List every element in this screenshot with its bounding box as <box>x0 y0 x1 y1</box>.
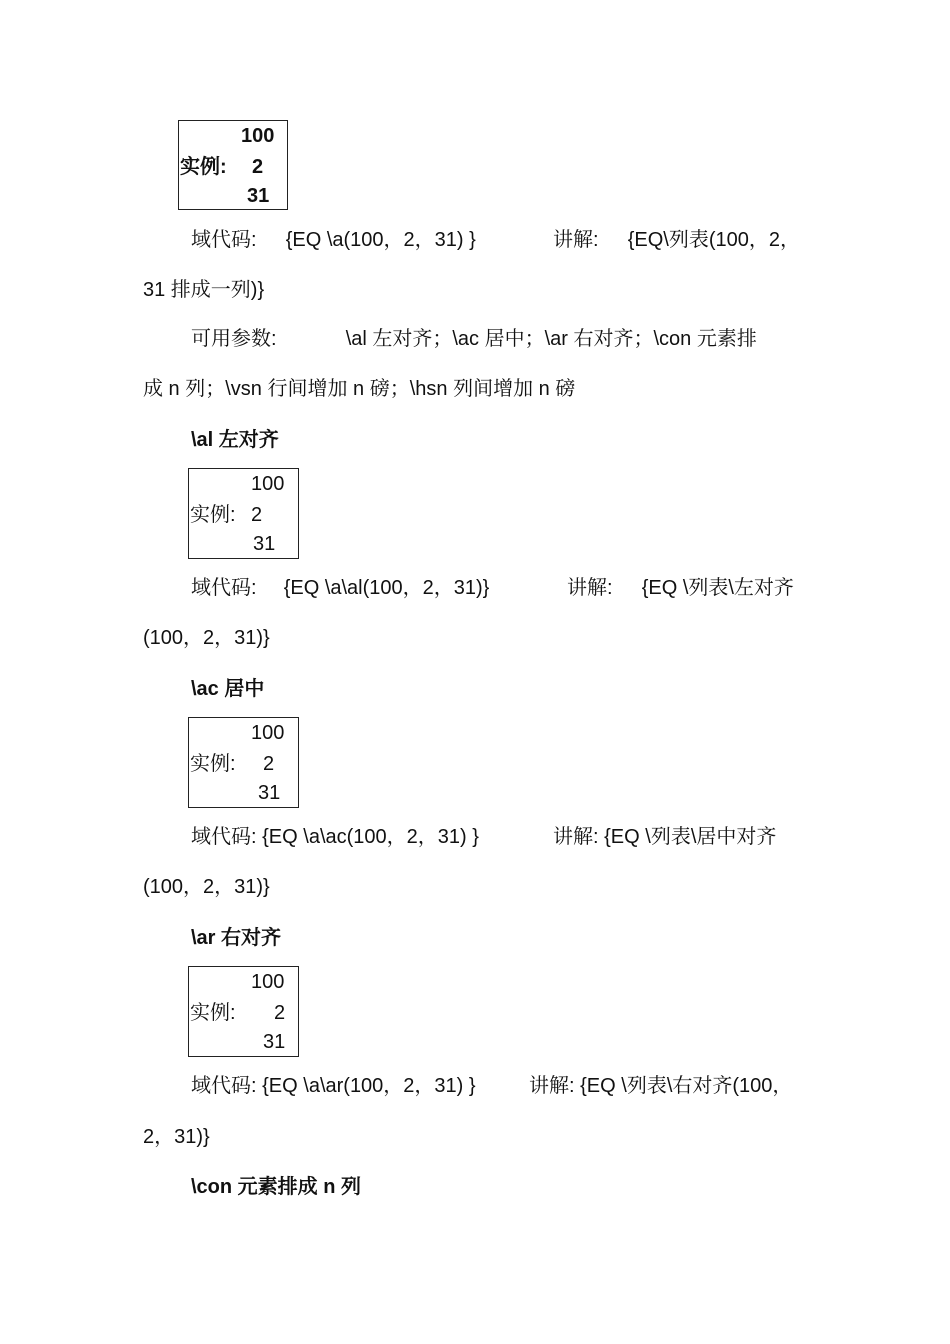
section-heading-ar: \ar 右对齐 <box>191 927 282 949</box>
code-label: 域代码: <box>191 1075 257 1097</box>
example-value-mid: 2 <box>251 504 263 526</box>
params-text: \al 左对齐；\ac 居中；\ar 右对齐；\con 元素排 <box>345 328 757 350</box>
example-value-mid: 2 <box>263 753 275 775</box>
example-value-mid: 2 <box>274 1002 286 1024</box>
section-heading-ac: \ac 居中 <box>191 678 265 700</box>
code-label: 域代码: <box>191 229 257 251</box>
section-heading-al: \al 左对齐 <box>191 429 279 451</box>
example-box-ac <box>188 717 299 808</box>
example-value-bottom: 31 <box>258 782 281 804</box>
field-code-line <box>191 824 479 850</box>
explain-text: {EQ \列表\右对齐(100， <box>580 1075 793 1097</box>
code-text: {EQ \a\al(100，2，31)} <box>283 577 490 599</box>
example-value-top: 100 <box>251 722 285 744</box>
explain-line-continued: (100，2，31)} <box>143 876 270 898</box>
code-label: 域代码: <box>191 577 257 599</box>
explain-label: 讲解: <box>529 1075 575 1097</box>
example-value-bottom: 31 <box>263 1031 286 1053</box>
field-code-line <box>191 575 489 601</box>
field-code-line <box>191 1073 476 1099</box>
example-box-ar <box>188 966 299 1057</box>
example-value-top: 100 <box>251 971 285 993</box>
field-code-line <box>191 227 476 253</box>
params-line-continued: 成 n 列；\vsn 行间增加 n 磅；\hsn 列间增加 n 磅 <box>143 378 576 400</box>
code-text: {EQ \a\ac(100，2，31) } <box>262 826 479 848</box>
example-label: 实例: <box>190 753 236 775</box>
example-value-mid: 2 <box>252 156 264 178</box>
example-label: 实例: <box>190 1002 236 1024</box>
code-text: {EQ \a(100，2，31) } <box>285 229 476 251</box>
explain-label: 讲解: <box>553 826 599 848</box>
explain-line-continued: 2，31)} <box>143 1126 210 1148</box>
explain-line <box>553 227 800 253</box>
example-value-top: 100 <box>241 125 275 147</box>
params-label: 可用参数: <box>191 328 277 350</box>
explain-text: {EQ \列表\居中对齐 <box>604 826 777 848</box>
explain-label: 讲解: <box>553 229 599 251</box>
example-box-al <box>188 468 299 559</box>
example-label: 实例: <box>190 504 236 526</box>
explain-line <box>529 1073 792 1099</box>
explain-line <box>553 824 776 850</box>
example-value-top: 100 <box>251 473 285 495</box>
explain-text: {EQ\列表(100，2， <box>627 229 800 251</box>
explain-label: 讲解: <box>567 577 613 599</box>
section-heading-con: \con 元素排成 n 列 <box>191 1176 361 1198</box>
example-value-bottom: 31 <box>247 185 270 207</box>
explain-line <box>567 575 794 601</box>
example-label: 实例: <box>180 156 227 178</box>
code-label: 域代码: <box>191 826 257 848</box>
code-text: {EQ \a\ar(100，2，31) } <box>262 1075 476 1097</box>
explain-text: {EQ \列表\左对齐 <box>641 577 794 599</box>
params-line <box>191 326 757 352</box>
explain-line-continued: (100，2，31)} <box>143 627 270 649</box>
explain-line-continued: 31 排成一列)} <box>143 279 265 301</box>
example-box-intro <box>178 120 288 210</box>
example-value-bottom: 31 <box>253 533 276 555</box>
